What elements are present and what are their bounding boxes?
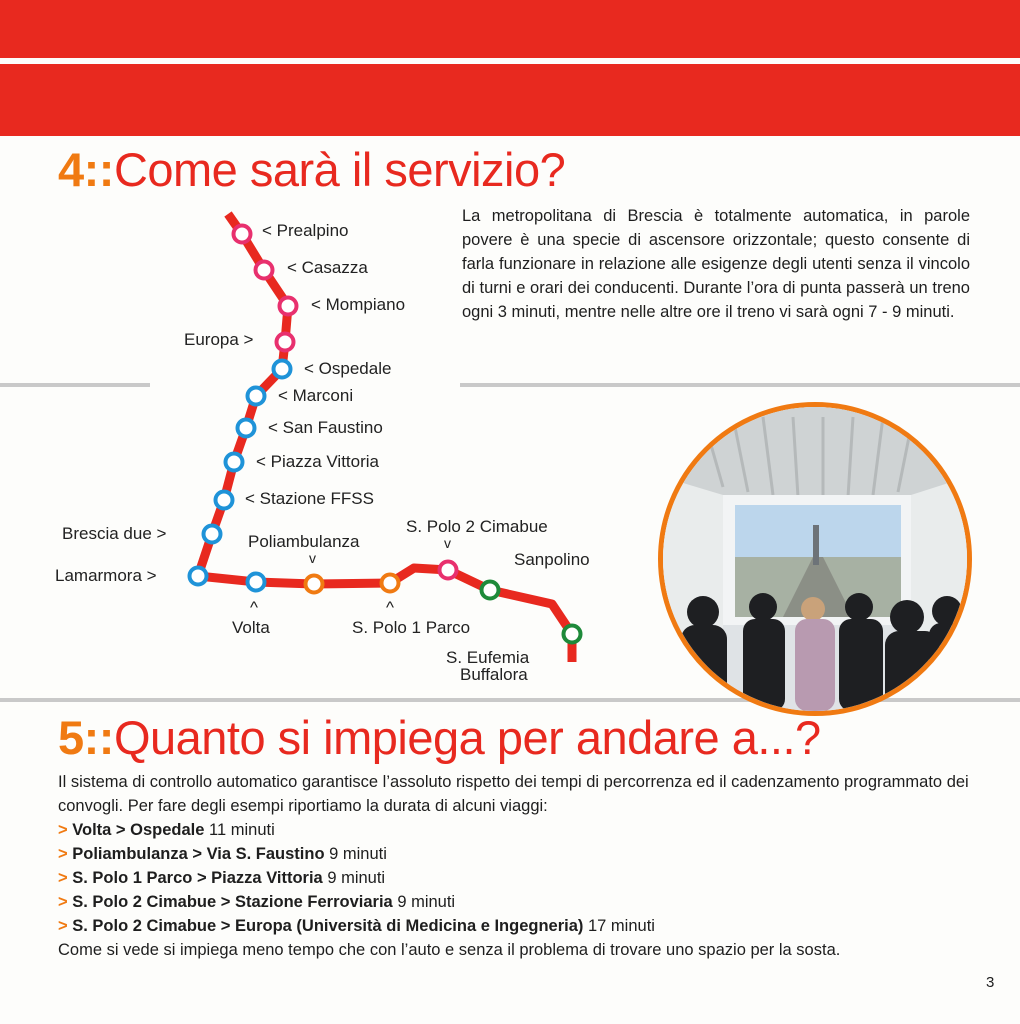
trip-item [58, 842, 978, 866]
station-marker [204, 526, 221, 543]
trip-time: 9 minuti [397, 893, 456, 911]
header-band-top [0, 0, 1020, 58]
station-marker [274, 361, 291, 378]
train-interior-photo [658, 402, 972, 716]
divider-right [460, 383, 1020, 387]
station-label-piazza-vittoria: < Piazza Vittoria [256, 452, 380, 471]
station-label-marconi: < Marconi [278, 386, 354, 405]
section5-number: 5:: [58, 711, 114, 764]
trip-route: Poliambulanza > Via S. Faustino [72, 845, 325, 863]
trip-marker: > [58, 893, 68, 911]
station-marker [190, 568, 207, 585]
trip-time: 11 minuti [209, 821, 275, 839]
trip-route: S. Polo 2 Cimabue > Europa (Università di Medicina e Ingegneria) [72, 917, 584, 935]
station-label-casazza: < Casazza [287, 258, 368, 277]
pointer-poliambulanza: v [309, 550, 316, 566]
station-label-ospedale: < Ospedale [304, 359, 392, 378]
station-label-s-polo-1-parco: S. Polo 1 Parco [352, 618, 471, 637]
section4-paragraph: La metropolitana di Brescia è totalmente automatica, in parole povere è una specie di ascensore orizzontale; questo consente di farla funzionare in relazione alle esigenze degli utenti senza il vincolo di turni e orari dei conducenti. Durante l’ora di punta passerà un treno ogni 3 minuti, mentre nelle altre ore il treno vi sarà ogni 7 - 9 minuti. [462, 207, 970, 321]
trip-item [58, 914, 978, 938]
station-marker [382, 575, 399, 592]
station-label-prealpino: < Prealpino [262, 221, 349, 240]
station-label-s-polo-2-cimabue: S. Polo 2 Cimabue [406, 517, 548, 536]
section5-title-text: Quanto si impiega per andare a...? [113, 711, 821, 764]
station-marker [306, 576, 323, 593]
station-label-stazione-ffss: < Stazione FFSS [245, 489, 374, 508]
station-marker [564, 626, 581, 643]
station-label-san-faustino: < San Faustino [268, 418, 383, 437]
station-label-brescia-due: Brescia due > [62, 524, 167, 543]
trip-item [58, 866, 978, 890]
trip-route: S. Polo 2 Cimabue > Stazione Ferroviaria [72, 893, 393, 911]
pointer-s-polo-2: v [444, 535, 451, 551]
station-label-lamarmora: Lamarmora > [55, 566, 157, 585]
trip-time: 17 minuti [588, 917, 655, 935]
station-marker [226, 454, 243, 471]
trip-item [58, 890, 978, 914]
section5-body [58, 770, 978, 962]
station-marker [234, 226, 251, 243]
trip-time: 9 minuti [327, 869, 386, 887]
station-marker [216, 492, 233, 509]
station-label-buffalora: Buffalora [460, 665, 528, 684]
station-marker [277, 334, 294, 351]
trip-marker: > [58, 869, 68, 887]
trip-marker: > [58, 917, 68, 935]
station-label-volta: Volta [232, 618, 270, 637]
station-label-europa: Europa > [184, 330, 254, 349]
station-marker [248, 388, 265, 405]
header-band [0, 64, 1020, 136]
section5-outro: Come si vede si impiega meno tempo che con l’auto e senza il problema di trovare uno spazio per la sosta. [58, 941, 841, 959]
trip-marker: > [58, 845, 68, 863]
station-label-poliambulanza: Poliambulanza [248, 532, 360, 551]
station-label-sanpolino: Sanpolino [514, 550, 590, 569]
pointer-s-polo-1: ^ [386, 598, 394, 617]
station-label-s-eufemia: S. Eufemia [446, 648, 530, 667]
section4-title-text: Come sarà il servizio? [113, 143, 566, 196]
station-marker [238, 420, 255, 437]
trip-route: Volta > Ospedale [72, 821, 205, 839]
section4-title [58, 142, 565, 197]
pointer-volta: ^ [250, 598, 258, 617]
trip-marker: > [58, 821, 68, 839]
station-label-mompiano: < Mompiano [311, 295, 406, 314]
section4-number: 4:: [58, 143, 114, 196]
station-marker [280, 298, 297, 315]
station-marker [248, 574, 265, 591]
station-marker [256, 262, 273, 279]
section5-intro: Il sistema di controllo automatico garantisce l’assoluto rispetto dei tempi di percorrenza ed il cadenzamento programmato dei convogli. Per fare degli esempi riportiamo la durata di alcuni viaggi: [58, 773, 969, 815]
page-number: 3 [986, 974, 995, 991]
divider-left [0, 383, 150, 387]
trip-item [58, 818, 978, 842]
station-marker [440, 562, 457, 579]
section5-title [58, 710, 821, 765]
station-marker [482, 582, 499, 599]
trip-route: S. Polo 1 Parco > Piazza Vittoria [72, 869, 323, 887]
trip-time: 9 minuti [329, 845, 387, 863]
